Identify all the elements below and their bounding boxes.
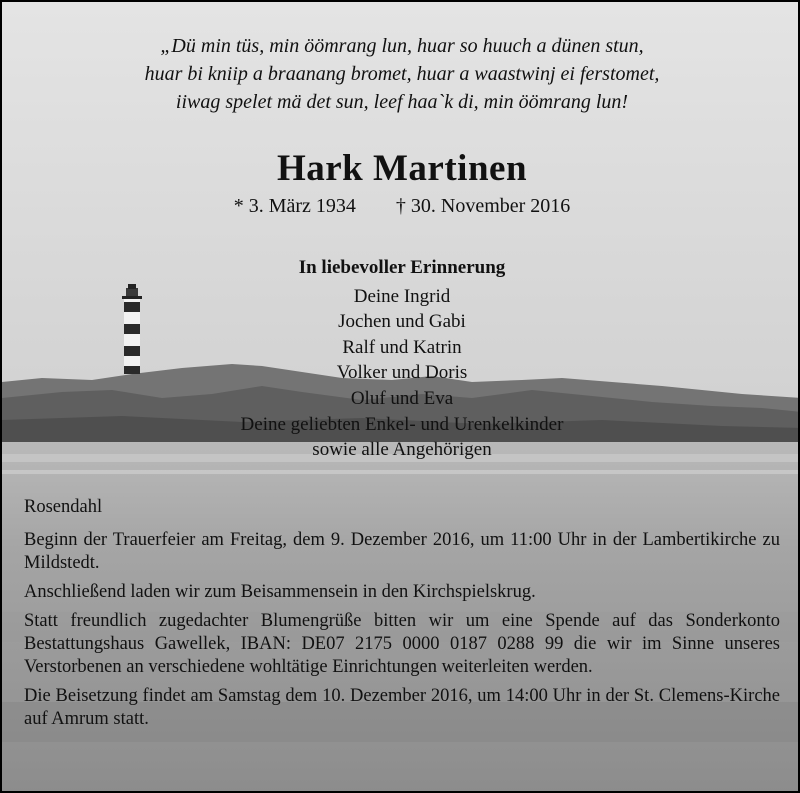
burial-paragraph: Die Beisetzung findet am Samstag dem 10. Dezember 2016, um 14:00 Uhr in der St. Clemens-Kirche auf Amrum statt. <box>24 686 780 729</box>
mourner: Jochen und Gabi <box>338 311 466 333</box>
mourner: Deine Ingrid <box>353 285 451 307</box>
memory-heading: In liebevoller Erinnerung <box>298 257 506 278</box>
mourner: Ralf und Katrin <box>342 336 462 358</box>
place-name: Rosendahl <box>24 497 103 517</box>
funeral-service-paragraph: Beginn der Trauerfeier am Freitag, dem 9. Dezember 2016, um 11:00 Uhr in der Lambertikirche zu Mildstedt. <box>24 530 780 573</box>
death-date: † 30. November 2016 <box>395 195 571 217</box>
mourners-list <box>2 255 800 463</box>
life-dates <box>2 195 800 218</box>
mourner: Deine geliebten Enkel- und Urenkelkinder <box>240 413 564 435</box>
poem-line: iiwag spelet mä det sun, leef haa`k di, min öömrang lun! <box>175 91 629 113</box>
deceased-name: Hark Martinen <box>276 148 528 189</box>
mourner: Oluf und Eva <box>350 387 454 409</box>
gathering-paragraph: Anschließend laden wir zum Beisammensein in den Kirchspielskrug. <box>24 582 536 602</box>
poem-verse <box>2 32 800 116</box>
mourner: Volker und Doris <box>336 362 468 384</box>
funeral-details <box>24 496 780 737</box>
birth-date: * 3. März 1934 <box>233 195 356 217</box>
poem-line: „Dü min tüs, min öömrang lun, huar so huuch a dünen stun, <box>160 35 644 57</box>
mourner: sowie alle Angehörigen <box>312 439 492 461</box>
donation-paragraph: Statt freundlich zugedachter Blumengrüße bitten wir um eine Spende auf das Sonderkonto Bestattungshaus Gawellek, IBAN: DE07 2175 0000 0187 0288 99 die wir im Sinne unseres Verstorbenen an verschiedene wohltätige Einrichtungen weiterleiten werden. <box>24 611 780 677</box>
poem-line: huar bi kniip a braanang bromet, huar a waastwinj ei ferstomet, <box>144 63 660 85</box>
